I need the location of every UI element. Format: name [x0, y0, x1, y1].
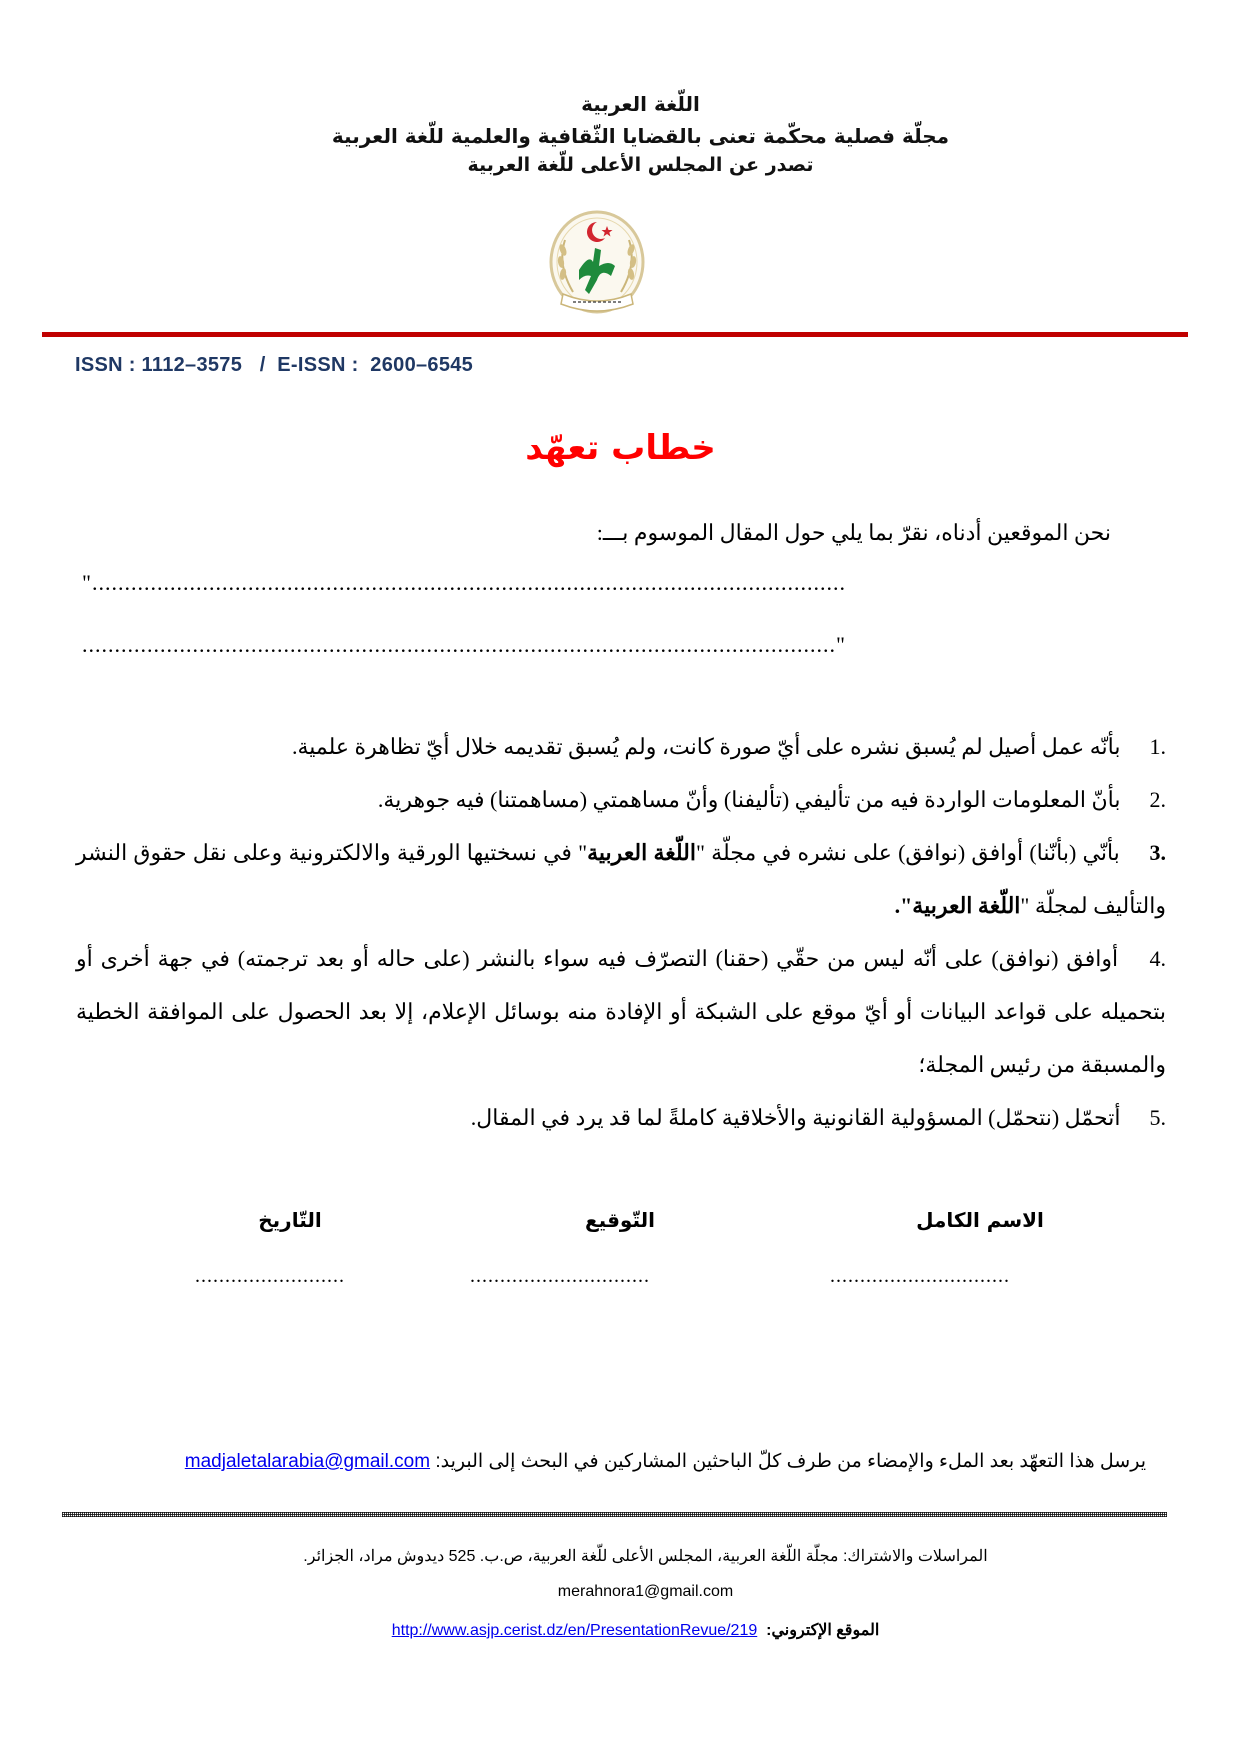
date-field[interactable]: ......................... — [195, 1265, 345, 1287]
item-text: أتحمّل (نتحمّل) المسؤولية القانونية والأخلاقية كاملةً لما قد يرد في المقال. — [470, 1105, 1121, 1130]
list-item — [76, 932, 1166, 1091]
header-divider — [42, 332, 1188, 337]
submission-email-link[interactable]: madjaletalarabia@gmail.com — [184, 1451, 431, 1472]
submission-note — [185, 1450, 1146, 1473]
journal-name-emphasis: اللّغة العربية — [912, 893, 1021, 918]
signature-label: التّوقيع — [585, 1208, 655, 1232]
list-item — [76, 1091, 1166, 1144]
item-text-part: بأنّي (بأنّنا) أوافق (نوافق) على نشره في مجلّة " — [695, 840, 1120, 865]
website-link[interactable]: http://www.asjp.cerist.dz/en/PresentationRevue/219 — [391, 1622, 758, 1639]
signature-field[interactable]: .............................. — [470, 1265, 650, 1287]
item-text: أوافق (نوافق) على أنّه ليس من حقّي (حقنا) التصرّف فيه سواء بالنشر (على حاله أو بعد ترجمته) في جهة أخرى أو بتحميله على قواعد البيانات أو أيّ موقع على الشبكة أو الإفادة منه بوسائل الإعلام، إلا بعد الحصول على الموافقة الخطية والمسبقة من رئيس المجلة؛ — [76, 946, 1166, 1077]
date-label: التّاريخ — [258, 1208, 322, 1232]
issn-label: ISSN : 1112–3575 / E-ISSN : 2600–6545 — [75, 354, 474, 376]
footer-divider — [62, 1512, 1167, 1517]
footer-email: merahnora1@gmail.com — [557, 1583, 734, 1600]
full-name-field[interactable]: .............................. — [830, 1265, 1010, 1287]
journal-subtitle: مجلّة فصلية محكّمة تعنى بالقضايا الثّقافية والعلمية للّغة العربية — [331, 124, 950, 148]
document-title: خطاب تعهّد — [525, 428, 716, 468]
item-text: بأنّ المعلومات الواردة فيه من تأليفي (تأليفنا) وأنّ مساهمتي (مساهمتنا) فيه جوهرية. — [377, 787, 1121, 812]
intro-text: نحن الموقعين أدناه، نقرّ بما يلي حول المقال الموسوم بـــ: — [596, 520, 1111, 545]
article-title-field-line1[interactable]: ".................................................................................................................... — [82, 570, 846, 595]
journal-name: اللّغة العربية — [581, 92, 700, 116]
list-item — [76, 720, 1166, 773]
list-item — [76, 773, 1166, 826]
footer-website — [0, 1620, 1241, 1640]
list-item — [76, 826, 1166, 932]
item-text-part: ". — [894, 893, 913, 918]
journal-publisher: تصدر عن المجلس الأعلى للّغة العربية — [467, 154, 814, 176]
footer-address: المراسلات والاشتراك: مجلّة اللّغة العربية، المجلس الأعلى للّغة العربية، ص.ب. 525 ديدوش مراد، الجزائر. — [303, 1548, 988, 1565]
item-number: 5. — [1149, 1105, 1166, 1130]
item-text: بأنّه عمل أصيل لم يُسبق نشره على أيّ صورة كانت، ولم يُسبق تقديمه خلال أيّ تظاهرة علمية. — [291, 734, 1121, 759]
full-name-label: الاسم الكامل — [916, 1208, 1044, 1232]
item-number: 3. — [1149, 840, 1166, 865]
article-title-field-line2[interactable]: ...................................................................................................................." — [82, 632, 846, 657]
item-number: 4. — [1149, 946, 1166, 971]
item-number: 2. — [1149, 787, 1166, 812]
item-text-part: " في نسختيها الورقية والالكترونية وعلى نقل حقوق النشر والتأليف لمجلّة " — [76, 840, 1166, 918]
submission-text: يرسل هذا التعهّد بعد الملء والإمضاء من طرف كلّ الباحثين المشاركين في البحث إلى البريد: — [435, 1451, 1146, 1472]
council-logo-icon — [545, 210, 650, 322]
journal-name-emphasis: اللّغة العربية — [587, 840, 696, 865]
item-number: 1. — [1149, 734, 1166, 759]
website-label: الموقع الإكتروني: — [766, 1622, 880, 1639]
